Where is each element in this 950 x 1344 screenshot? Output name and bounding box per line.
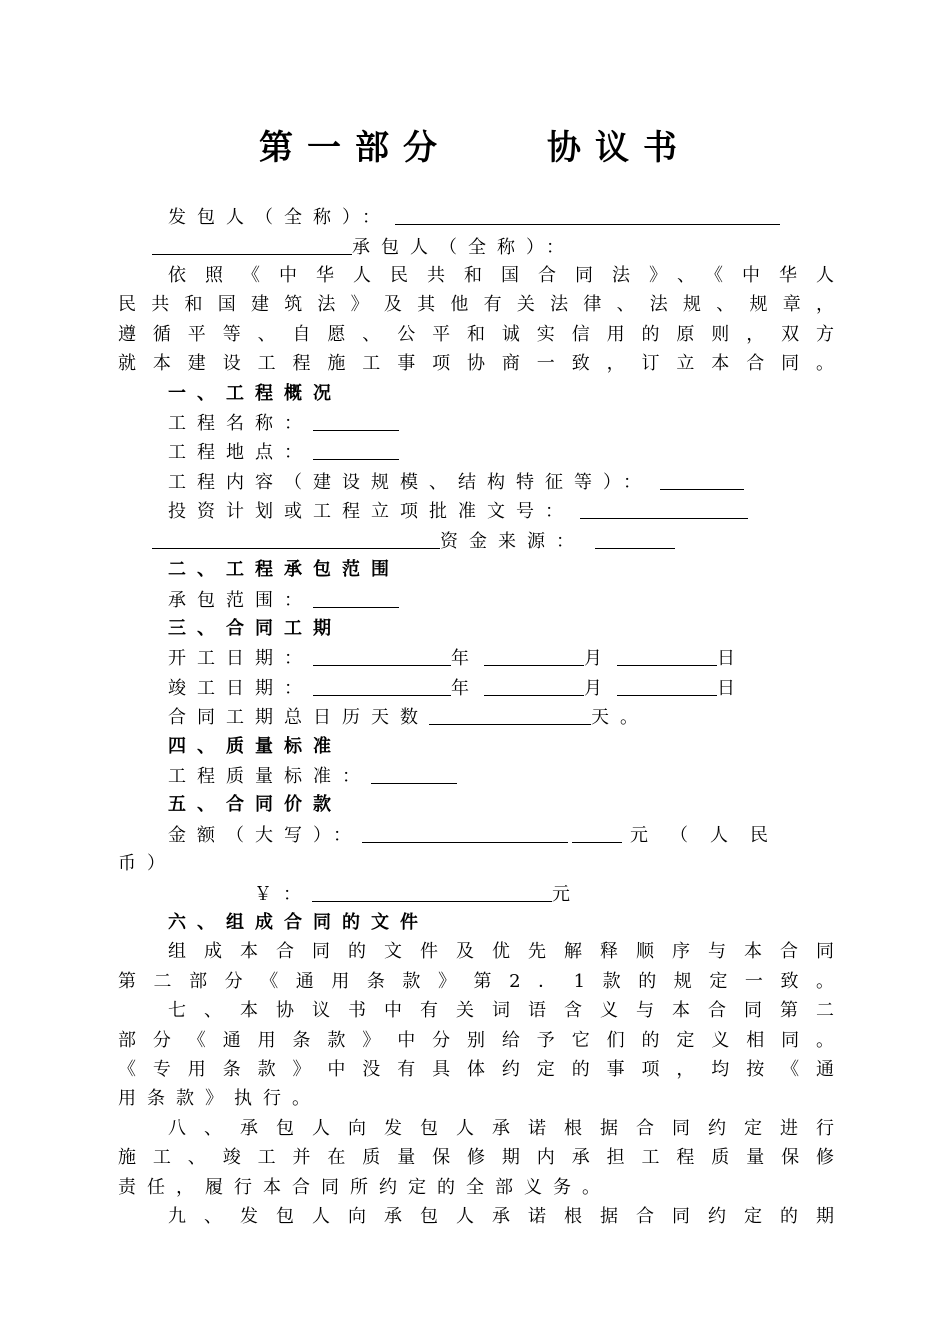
section-7-line-2: 部分《通用条款》中分别给予它们的定义相同。 <box>118 1030 838 1051</box>
employer-line <box>168 204 838 230</box>
project-name-blank[interactable] <box>313 410 399 431</box>
project-content-label: 工程内容（建设规模、结构特征等）： <box>168 472 652 493</box>
project-location-label: 工程地点： <box>168 442 313 463</box>
section-3-heading: 三、合同工期 <box>168 618 342 639</box>
project-location-line <box>168 439 838 465</box>
contractor-line <box>152 234 872 260</box>
completion-year-unit: 年 <box>451 678 480 699</box>
employer-label: 发包人（全称）： <box>168 207 391 228</box>
approval-no-line <box>168 498 838 524</box>
section-5-heading: 五、合同价款 <box>168 794 342 815</box>
amount-words-line <box>168 822 838 848</box>
start-month-blank[interactable] <box>484 645 584 666</box>
approval-no-blank[interactable] <box>580 498 748 519</box>
scope-blank[interactable] <box>313 587 399 608</box>
section-7-line-4: 用条款》执行。 <box>118 1088 321 1109</box>
amount-figure-line <box>254 881 950 907</box>
contractor-label: 承包人（全称）： <box>352 237 575 258</box>
project-name-line <box>168 410 838 436</box>
fund-source-line <box>152 528 872 554</box>
section-7-line-1: 七、本协议书中有关词语含义与本合同第二 <box>168 1000 838 1021</box>
amount-words-continuation: 币） <box>118 853 176 874</box>
amount-figure-unit: 元 <box>552 884 581 905</box>
start-day-blank[interactable] <box>617 645 717 666</box>
completion-day-blank[interactable] <box>617 675 717 696</box>
section-4-heading: 四、质量标准 <box>168 736 342 757</box>
completion-month-blank[interactable] <box>484 675 584 696</box>
total-days-unit: 天。 <box>591 707 649 728</box>
section-8-line-3: 责任，履行本合同所约定的全部义务。 <box>118 1177 611 1198</box>
completion-day-unit: 日 <box>717 678 746 699</box>
fund-source-blank[interactable] <box>595 528 675 549</box>
contractor-name-blank[interactable] <box>152 234 352 255</box>
page-title: 第一部分 协议书 <box>259 128 691 168</box>
project-content-blank[interactable] <box>660 469 744 490</box>
section-7-line-3: 《专用条款》中没有具体约定的事项，均按《通 <box>118 1059 838 1080</box>
completion-year-blank[interactable] <box>313 675 451 696</box>
start-date-line <box>168 645 838 671</box>
project-name-label: 工程名称： <box>168 413 313 434</box>
completion-month-unit: 月 <box>584 678 613 699</box>
start-year-unit: 年 <box>451 648 480 669</box>
section-1-heading: 一、工程概况 <box>168 383 342 404</box>
project-location-blank[interactable] <box>313 439 399 460</box>
section-6-line-2: 第二部分《通用条款》第2．1款的规定一致。 <box>118 971 838 992</box>
intro-line-1: 依照《中华人民共和国合同法》、《中华人 <box>168 265 838 286</box>
intro-line-4: 就本建设工程施工事项协商一致，订立本合同。 <box>118 353 838 374</box>
intro-line-3: 遵循平等、自愿、公平和诚实信用的原则，双方 <box>118 324 838 345</box>
section-6-line-1: 组成本合同的文件及优先解释顺序与本合同 <box>168 941 838 962</box>
completion-date-line <box>168 675 838 701</box>
total-days-blank[interactable] <box>429 704 591 725</box>
quality-standard-line <box>168 763 838 789</box>
quality-standard-blank[interactable] <box>371 763 457 784</box>
section-8-line-1: 八、承包人向发包人承诺根据合同约定进行 <box>168 1118 838 1139</box>
amount-words-blank[interactable] <box>362 822 568 843</box>
start-month-unit: 月 <box>584 648 613 669</box>
total-days-label: 合同工期总日历天数 <box>168 707 429 728</box>
section-2-heading: 二、工程承包范围 <box>168 559 400 580</box>
scope-label: 承包范围： <box>168 590 313 611</box>
intro-line-2: 民共和国建筑法》及其他有关法律、法规、规章， <box>118 294 838 315</box>
amount-figure-label: ￥： <box>254 884 312 905</box>
completion-date-label: 竣工日期： <box>168 678 313 699</box>
amount-words-unit: 元（人民 <box>630 825 790 846</box>
employer-name-blank[interactable] <box>395 204 780 225</box>
amount-figure-blank[interactable] <box>312 881 552 902</box>
total-days-line <box>168 704 838 730</box>
start-day-unit: 日 <box>717 648 746 669</box>
approval-no-label: 投资计划或工程立项批准文号： <box>168 501 574 522</box>
scope-line <box>168 587 838 613</box>
section-8-line-2: 施工、竣工并在质量保修期内承担工程质量保修 <box>118 1147 838 1168</box>
amount-words-label: 金额（大写）： <box>168 825 362 846</box>
start-date-label: 开工日期： <box>168 648 313 669</box>
section-9-line-1: 九、发包人向承包人承诺根据合同约定的期 <box>168 1206 838 1227</box>
quality-standard-label: 工程质量标准： <box>168 766 371 787</box>
section-6-heading: 六、组成合同的文件 <box>168 912 429 933</box>
project-content-line <box>168 469 838 495</box>
start-year-blank[interactable] <box>313 645 451 666</box>
approval-no-continuation-blank[interactable] <box>152 528 440 549</box>
fund-source-label: 资金来源： <box>440 531 585 552</box>
amount-words-blank-2[interactable] <box>572 822 622 843</box>
